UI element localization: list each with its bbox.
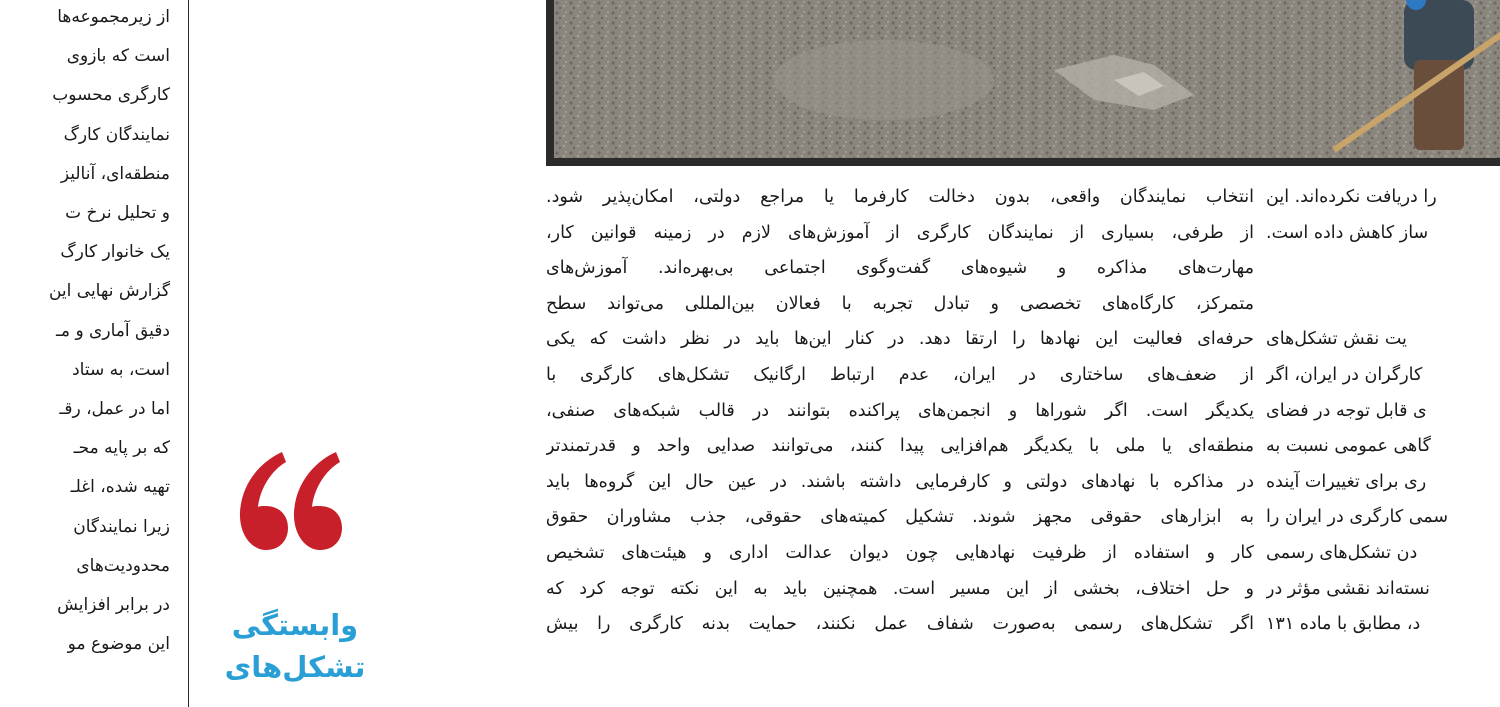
pull-quote-line: تشکل‌های [224, 650, 366, 684]
text-line: یک خانوار کارگ [60, 242, 170, 263]
text-line: در مذاکره با نهادهای دولتی و کارفرمایی داشته باشند. در عین حال این گروه‌ها باید [546, 471, 1254, 492]
text-line: ری برای تغییرات آینده [1266, 471, 1427, 492]
text-line: را دریافت نکرده‌اند. این [1266, 187, 1437, 207]
text-line: از زیرمجموعه‌ها [57, 7, 170, 27]
workers-construction-photo-icon [554, 0, 1500, 166]
text-line: تهیه شده، اغلـ [70, 477, 170, 498]
text-line: در برابر افزایش [57, 595, 170, 615]
text-line: ساز کاهش داده است. [1266, 222, 1429, 243]
text-line: به ابزارهای حقوقی مجهز شوند. تشکیل کمیته‌های حقوقی، جذب مشاوران حقوق [546, 507, 1254, 528]
quote-mark-icon [234, 440, 344, 560]
text-line: از طرفی، بسیاری از نمایندگان کارگری از آموزش‌های لازم در زمینه قوانین کار، [546, 222, 1254, 243]
text-line: گزارش نهایی این [48, 281, 170, 302]
main-text-column [546, 178, 1254, 707]
text-line: سمی کارگری در ایران را [1266, 507, 1449, 528]
text-line: که بر پایه محـ [73, 438, 170, 459]
text-line: د، مطابق با ماده ۱۳۱ [1266, 614, 1421, 635]
text-line: کارگری محسوب [52, 85, 170, 106]
left-text-column [0, 0, 170, 707]
text-line: منطقه‌ای یا ملی با یکدیگر هم‌افزایی پیدا کنند، می‌توانند صدایی واحد و قدرتمندتر [546, 436, 1254, 457]
article-photo [546, 0, 1500, 166]
text-line: گاهی عمومی نسبت به [1266, 436, 1431, 457]
text-line: زیرا نمایندگان [73, 516, 170, 537]
text-line: کارگران در ایران، اگر [1266, 365, 1423, 385]
text-line: از ضعف‌های ساختاری در ایران، عدم ارتباط ارگانیک تشکل‌های کارگری با [546, 365, 1254, 385]
text-line: نسته‌اند نقشی مؤثر در [1266, 578, 1430, 599]
text-line: کار و استفاده از ظرفیت نهادهایی چون دیوان عدالت اداری و هیئت‌های تشخیص [546, 543, 1254, 563]
right-text-column [1266, 178, 1500, 707]
text-line: و تحلیل نرخ ت [65, 203, 170, 223]
text-line: یکدیگر است. اگر شوراها و انجمن‌های پراکنده بتوانند در قالب شبکه‌های صنفی، [546, 400, 1254, 421]
text-line: متمرکز، کارگاه‌های تخصصی و تبادل تجربه با فعالان بین‌المللی می‌تواند سطح [546, 293, 1254, 314]
text-line: است، به ستاد [72, 359, 170, 380]
text-line: و حل اختلاف، بخشی از این مسیر است. همچنین باید به این نکته توجه کرد که [546, 578, 1254, 599]
column-divider [188, 0, 189, 707]
text-line: دن تشکل‌های رسمی [1266, 543, 1418, 563]
text-line: اگر تشکل‌های رسمی به‌صورت شفاف عمل نکنند، حمایت بدنه کارگری را بیش [546, 614, 1254, 635]
text-line: محدودیت‌های [76, 555, 170, 576]
text-line: نمایندگان کارگ [63, 124, 170, 145]
text-line: انتخاب نمایندگان واقعی، بدون دخالت کارفرما یا مراجع دولتی، امکان‌پذیر شود. [546, 187, 1254, 207]
text-line: مهارت‌های مذاکره و شیوه‌های گفت‌وگوی اجتماعی بی‌بهره‌اند. آموزش‌های [546, 258, 1254, 279]
pull-quote-line: وابستگی [231, 608, 359, 642]
text-line: این موضوع مو [67, 634, 170, 655]
text-line: حرفه‌ای فعالیت این نهادها را ارتقا دهد. در کنار این‌ها باید در نظر داشت که یکی [546, 329, 1254, 350]
text-line: است که بازوی [66, 46, 170, 67]
text-line: یت نقش تشکل‌های [1266, 329, 1407, 350]
pull-quote [200, 604, 390, 688]
text-line: اما در عمل، رقـ [59, 399, 170, 419]
text-line: دقیق آماری و مـ [55, 320, 170, 341]
text-line: ی قابل توجه در فضای [1266, 400, 1427, 421]
text-line: منطقه‌ای، آنالیز [60, 163, 170, 184]
